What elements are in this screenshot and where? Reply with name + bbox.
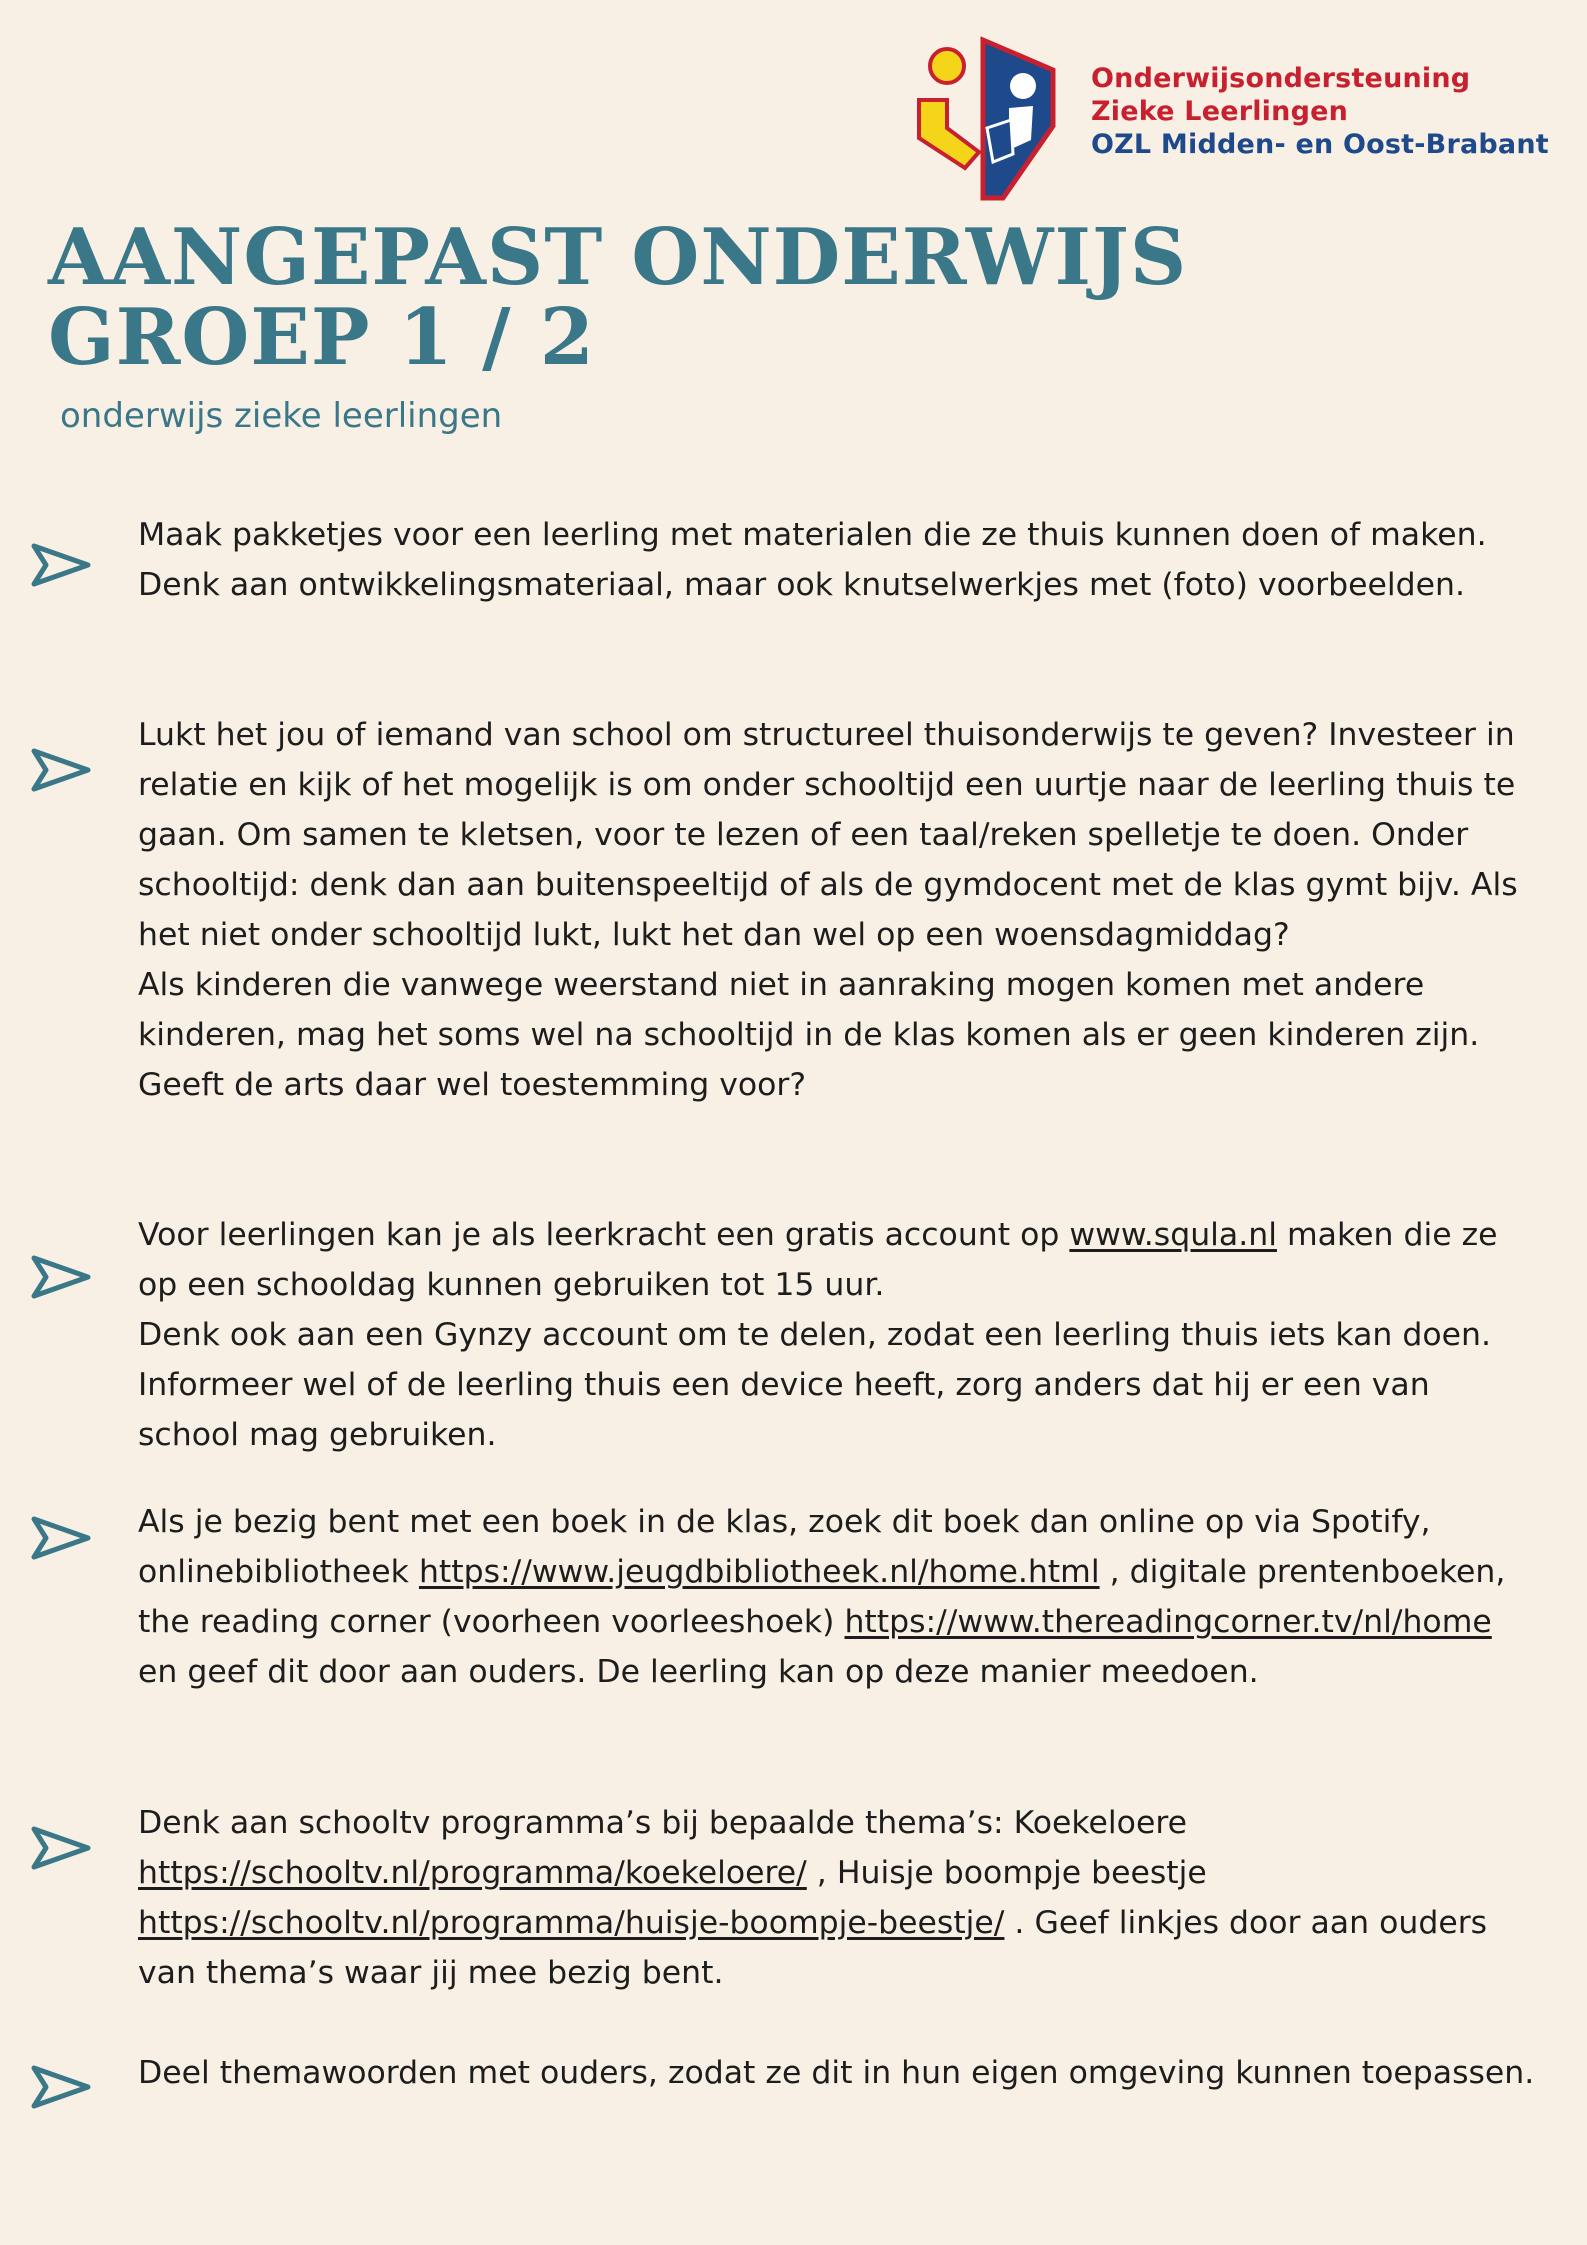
paragraph: Lukt het jou of iemand van school om structureel thuisonderwijs te geven? Investeer in relatie en kijk of het mogelijk is om onder schooltijd een uurtje naar de leerling thuis te gaan. Om samen te kletsen, voor te lezen of een taal/reken spelletje te doen. Onder schooltijd: denk dan aan buitenspeeltijd of als de gymdocent met de klas gymt bijv. Als het niet onder schooltijd lukt, lukt het dan wel op een woensdagmiddag?: [138, 717, 1518, 953]
text-span: . Geef linkjes door aan ouders van thema’s waar jij mee bezig bent.: [138, 1905, 1488, 1991]
arrow-bullet-icon: [30, 1823, 94, 1873]
arrow-bullet-icon: [30, 540, 94, 590]
logo-wordmark: [1091, 62, 1549, 161]
text-span: , Huisje boompje beestje: [806, 1855, 1207, 1891]
logo-line-2: Zieke Leerlingen: [1091, 96, 1349, 127]
squla-link[interactable]: www.squla.nl: [1069, 1217, 1277, 1253]
text-span: Als je bezig bent met een boek in de klas, zoek dit boek dan online op via Spotify, onlinebibliotheek: [138, 1504, 1431, 1590]
logo-line-3: OZL Midden- en Oost-Brabant: [1091, 129, 1549, 160]
page-title-line-2: GROEP 1 / 2: [48, 292, 595, 383]
page-title: [48, 212, 1188, 383]
koekeloere-link[interactable]: https://schooltv.nl/programma/koekeloere/: [138, 1855, 807, 1891]
list-item-text: [138, 510, 1538, 610]
text-span: Voor leerlingen kan je als leerkracht een gratis account op: [138, 1217, 1070, 1253]
arrow-bullet-icon: [30, 745, 94, 795]
text-span: , digitale prentenboeken, the reading corner (voorheen voorleeshoek): [138, 1554, 1506, 1640]
paragraph: [138, 1497, 1538, 1697]
paragraph: Als kinderen die vanwege weerstand niet in aanraking mogen komen met andere kinderen, mag het soms wel na schooltijd in de klas komen als er geen kinderen zijn. Geeft de arts daar wel toestemming voor?: [138, 967, 1480, 1103]
list-item-text: [138, 1798, 1538, 1998]
paragraph: [138, 1210, 1538, 1310]
arrow-bullet-icon: [30, 2062, 94, 2112]
arrow-bullet-icon: [30, 1513, 94, 1563]
paragraph: Maak pakketjes voor een leerling met materialen die ze thuis kunnen doen of maken. Denk aan ontwikkelingsmateriaal, maar ook knutselwerkjes met (foto) voorbeelden.: [138, 517, 1487, 603]
ozl-logo: [905, 28, 1565, 203]
text-span: maken die ze op een schooldag kunnen gebruiken tot 15 uur.: [138, 1217, 1498, 1303]
paragraph: Denk ook aan een Gynzy account om te delen, zodat een leerling thuis iets kan doen. Informeer wel of de leerling thuis een device heeft, zorg anders dat hij er een van school mag gebruiken.: [138, 1317, 1491, 1453]
list-item-text: [138, 710, 1538, 1110]
page-title-line-1: AANGEPAST ONDERWIJS: [48, 212, 1188, 303]
paragraph: Deel themawoorden met ouders, zodat ze dit in hun eigen omgeving kunnen toepassen.: [138, 2055, 1535, 2091]
jeugdbibliotheek-link[interactable]: https://www.jeugdbibliotheek.nl/home.html: [418, 1554, 1100, 1590]
paragraph: [138, 1798, 1538, 1998]
logo-line-1: Onderwijsondersteuning: [1091, 63, 1471, 94]
list-item-text: [138, 2048, 1538, 2098]
list-item-text: [138, 1497, 1538, 1697]
page-subtitle: onderwijs zieke leerlingen: [60, 396, 503, 436]
logo-emblem-icon: [905, 28, 1085, 203]
readingcorner-link[interactable]: https://www.thereadingcorner.tv/nl/home: [844, 1604, 1492, 1640]
text-span: en geef dit door aan ouders. De leerling kan op deze manier meedoen.: [138, 1654, 1259, 1690]
huisje-boompje-beestje-link[interactable]: https://schooltv.nl/programma/huisje-boompje-beestje/: [138, 1905, 1005, 1941]
list-item-text: [138, 1210, 1538, 1460]
arrow-bullet-icon: [30, 1252, 94, 1302]
text-span: Denk aan schooltv programma’s bij bepaalde thema’s: Koekeloere: [138, 1805, 1187, 1841]
